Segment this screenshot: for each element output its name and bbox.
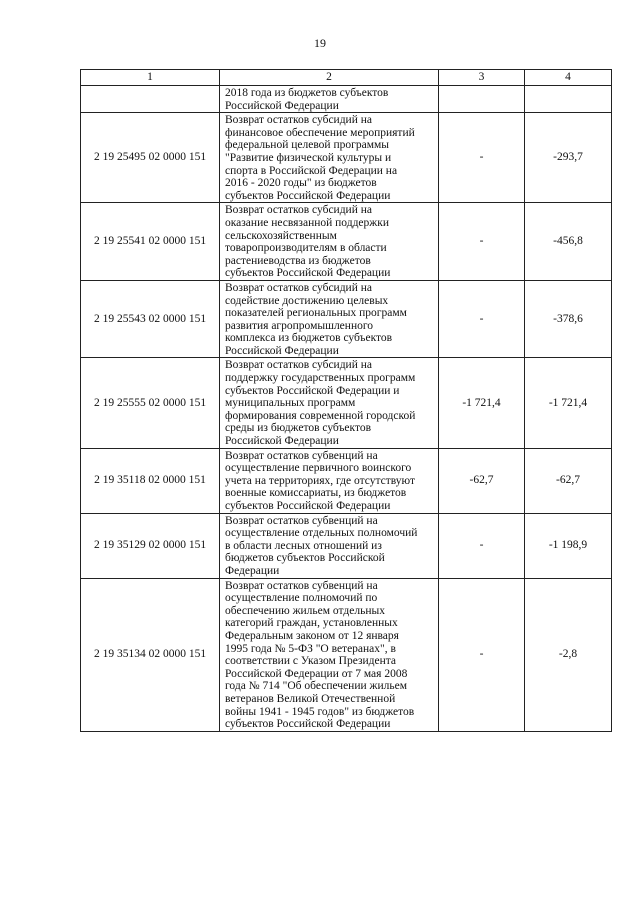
header-col-2: 2 xyxy=(220,70,439,86)
budget-code-cell: 2 19 35118 02 0000 151 xyxy=(81,448,220,513)
header-col-1: 1 xyxy=(81,70,220,86)
amount-col-4-cell: -456,8 xyxy=(525,203,612,281)
description-line: в области лесных отношений из xyxy=(225,539,382,552)
budget-code-cell: 2 19 35129 02 0000 151 xyxy=(81,513,220,578)
description-line: бюджетов субъектов Российской xyxy=(225,552,385,565)
description-line: 2018 года из бюджетов субъектов xyxy=(225,87,389,99)
amount-col-3-cell: - xyxy=(439,513,525,578)
description-cell xyxy=(220,280,439,358)
table-row xyxy=(81,86,612,113)
amount-col-4-cell: -1 198,9 xyxy=(525,513,612,578)
description-line: соответствии с Указом Президента xyxy=(225,655,397,668)
description-line: Возврат остатков субсидий на xyxy=(225,359,373,372)
amount-col-4-cell: -293,7 xyxy=(525,113,612,203)
description-line: субъектов Российской Федерации и xyxy=(225,384,400,397)
description-line: Возврат остатков субвенций на xyxy=(225,449,378,462)
description-line: федеральной целевой программы xyxy=(225,139,389,152)
description-cell xyxy=(220,578,439,731)
description-line: осуществление отдельных полномочий xyxy=(225,527,418,540)
description-cell xyxy=(220,113,439,203)
description-cell xyxy=(220,513,439,578)
page-number: 19 xyxy=(314,36,326,50)
table-row xyxy=(81,448,612,513)
description-cell xyxy=(220,448,439,513)
table-row xyxy=(81,113,612,203)
budget-code-cell: 2 19 25543 02 0000 151 xyxy=(81,280,220,358)
table-header xyxy=(81,70,612,86)
description-cell xyxy=(220,358,439,448)
description-line: Возврат остатков субсидий на xyxy=(225,114,373,127)
description-line: Возврат остатков субсидий на xyxy=(225,281,373,294)
description-line: учета на территориях, где отсутствуют xyxy=(225,474,416,487)
amount-col-3-cell: - xyxy=(439,280,525,358)
description-line: комплекса из бюджетов субъектов xyxy=(225,332,393,345)
description-line: оказание несвязанной поддержки xyxy=(225,216,389,229)
budget-code-cell xyxy=(81,86,220,113)
amount-col-3-cell: -1 721,4 xyxy=(439,358,525,448)
description-line: Возврат остатков субвенций на xyxy=(225,579,378,592)
description-line: категорий граждан, установленных xyxy=(225,617,398,630)
description-line: сельскохозяйственным xyxy=(225,229,337,242)
description-line: спорта в Российской Федерации на xyxy=(225,164,398,177)
description-line: 1995 года № 5-ФЗ "О ветеранах", в xyxy=(225,642,396,655)
table-row xyxy=(81,513,612,578)
description-line: Российской Федерации xyxy=(225,99,339,112)
description-line: Федеральным законом от 12 января xyxy=(225,629,399,642)
description-line: войны 1941 - 1945 годов" из бюджетов xyxy=(225,705,415,718)
description-line: Федерации xyxy=(225,564,280,577)
amount-col-3-cell xyxy=(439,86,525,113)
description-line: среды из бюджетов субъектов xyxy=(225,422,372,435)
description-line: Российской Федерации от 7 мая 2008 xyxy=(225,667,408,680)
description-line: осуществление полномочий по xyxy=(225,592,378,605)
description-line: показателей региональных программ xyxy=(225,307,407,320)
amount-col-3-cell: - xyxy=(439,113,525,203)
header-col-4: 4 xyxy=(525,70,612,86)
description-line: растениеводства из бюджетов xyxy=(225,254,371,267)
description-line: субъектов Российской Федерации xyxy=(225,267,391,280)
header-col-3: 3 xyxy=(439,70,525,86)
description-line: "Развитие физической культуры и xyxy=(225,151,392,164)
description-line: ветеранов Великой Отечественной xyxy=(225,692,396,705)
description-line: муниципальных программ xyxy=(225,397,356,410)
description-line: товаропроизводителям в области xyxy=(225,242,387,255)
description-line: субъектов Российской Федерации xyxy=(225,189,391,202)
description-line: Российской Федерации xyxy=(225,435,339,448)
description-line: обеспечению жильем отдельных xyxy=(225,604,385,617)
description-line: 2016 - 2020 годы" из бюджетов xyxy=(225,177,377,190)
description-line: Возврат остатков субвенций на xyxy=(225,514,378,527)
description-line: года № 714 "Об обеспечении жильем xyxy=(225,680,407,693)
table-row xyxy=(81,203,612,281)
description-cell xyxy=(220,203,439,281)
table-row xyxy=(81,280,612,358)
table-row xyxy=(81,578,612,731)
description-line: субъектов Российской Федерации xyxy=(225,500,391,512)
description-line: развития агропромышленного xyxy=(225,319,374,332)
amount-col-4-cell: -62,7 xyxy=(525,448,612,513)
budget-table xyxy=(80,69,612,732)
budget-code-cell: 2 19 35134 02 0000 151 xyxy=(81,578,220,731)
table-row xyxy=(81,358,612,448)
description-line: военные комиссариаты, из бюджетов xyxy=(225,487,407,500)
amount-col-4-cell: -1 721,4 xyxy=(525,358,612,448)
description-cell xyxy=(220,86,439,113)
description-line: поддержку государственных программ xyxy=(225,372,416,385)
amount-col-4-cell: -2,8 xyxy=(525,578,612,731)
amount-col-4-cell xyxy=(525,86,612,113)
description-line: Российской Федерации xyxy=(225,344,339,357)
description-line: формирования современной городской xyxy=(225,409,416,422)
description-line: Возврат остатков субсидий на xyxy=(225,204,373,217)
budget-code-cell: 2 19 25495 02 0000 151 xyxy=(81,113,220,203)
table-body xyxy=(81,86,612,732)
description-line: содействие достижению целевых xyxy=(225,294,389,307)
amount-col-4-cell: -378,6 xyxy=(525,280,612,358)
header-row xyxy=(81,70,612,86)
amount-col-3-cell: -62,7 xyxy=(439,448,525,513)
budget-code-cell: 2 19 25555 02 0000 151 xyxy=(81,358,220,448)
budget-code-cell: 2 19 25541 02 0000 151 xyxy=(81,203,220,281)
description-line: субъектов Российской Федерации xyxy=(225,718,391,731)
amount-col-3-cell: - xyxy=(439,203,525,281)
description-line: осуществление первичного воинского xyxy=(225,462,412,475)
amount-col-3-cell: - xyxy=(439,578,525,731)
description-line: финансовое обеспечение мероприятий xyxy=(225,126,415,139)
